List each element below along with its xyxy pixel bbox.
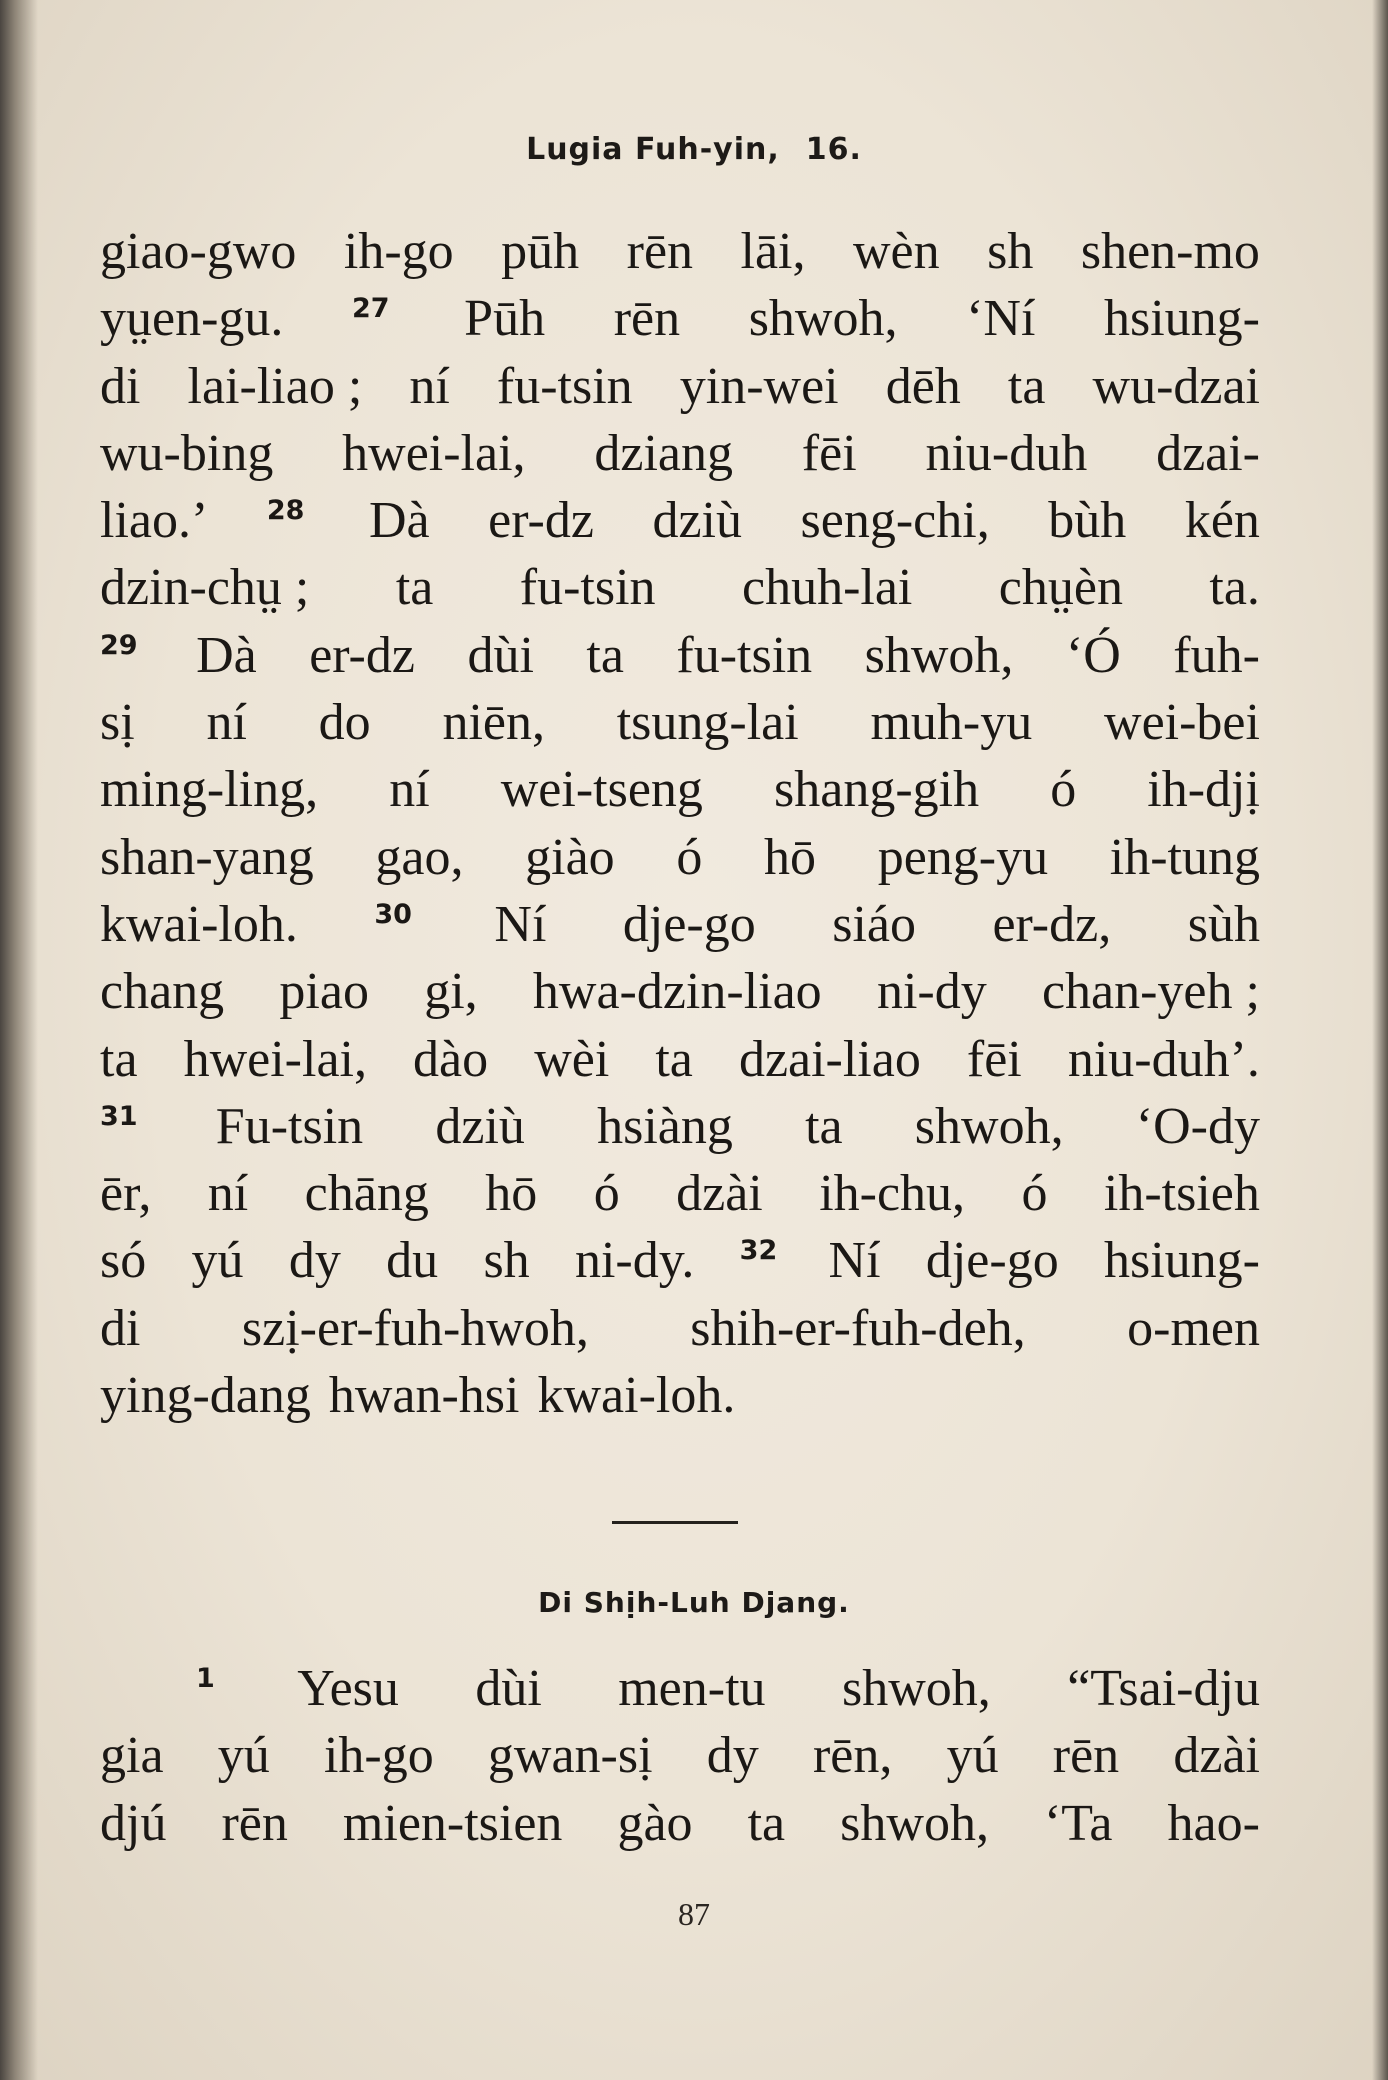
word: dùi	[475, 1660, 542, 1717]
word: dào	[413, 1030, 489, 1088]
word: hwa-dzin-liao	[532, 963, 822, 1021]
word: sùh	[1187, 895, 1260, 953]
text-line	[100, 1655, 1260, 1722]
word: piao	[279, 963, 369, 1021]
word: gao,	[375, 828, 464, 886]
word: men-tu	[618, 1660, 766, 1717]
word: wèn	[852, 223, 940, 280]
word: dje-go	[622, 895, 756, 953]
word: wèi	[534, 1030, 610, 1088]
word: gào	[617, 1794, 693, 1852]
word: peng-yu	[877, 828, 1049, 886]
text-line	[100, 1295, 1260, 1362]
word: yú	[191, 1232, 244, 1290]
text-line	[100, 958, 1260, 1025]
word: ih-chu,	[819, 1165, 966, 1223]
word: kwai-loh.	[537, 1367, 736, 1425]
word: ih-djị	[1147, 761, 1260, 819]
text-line	[100, 1722, 1260, 1789]
text-line	[100, 891, 1260, 958]
text-line	[100, 824, 1260, 891]
word: liao.’	[100, 492, 209, 550]
word: ó	[593, 1165, 620, 1223]
word: ní	[206, 694, 247, 752]
word: Pūh	[464, 290, 546, 348]
verse-number: 31	[100, 1100, 138, 1132]
word: hō	[764, 828, 817, 886]
word: ih-tsieh	[1103, 1165, 1260, 1223]
word: ta	[100, 1030, 138, 1088]
word: hsiung-	[1104, 290, 1260, 348]
word: chuh-lai	[741, 559, 913, 617]
word: ēr,	[100, 1165, 152, 1223]
word: niēn,	[442, 694, 545, 752]
word: dziang	[594, 424, 733, 482]
verse-number: 32	[739, 1235, 778, 1267]
word: kwai-loh.	[100, 895, 298, 953]
word: ih-go	[343, 223, 454, 280]
word: yin-wei	[679, 357, 839, 415]
chapter-heading: Di Shịh-Luh Djang.	[538, 1586, 850, 1619]
text-line	[100, 1362, 1260, 1429]
word: dzai-liao	[738, 1030, 921, 1088]
word: lāi,	[740, 223, 806, 280]
word: chang	[100, 963, 225, 1021]
word: er-dz	[488, 492, 594, 550]
text-line	[100, 1790, 1260, 1857]
word: fēi	[966, 1030, 1022, 1088]
word: ó	[676, 828, 703, 886]
section-divider	[612, 1521, 738, 1524]
text-line	[100, 1160, 1260, 1227]
word: fuh-	[1173, 626, 1260, 684]
word: hwei-lai,	[342, 424, 526, 482]
word: Ní	[494, 895, 547, 953]
word: di	[100, 357, 141, 415]
word: gia	[100, 1727, 164, 1785]
word: yú	[946, 1727, 999, 1785]
word: dzai-	[1156, 424, 1260, 482]
word: sị	[100, 694, 135, 752]
word: ni-dy.	[574, 1232, 695, 1290]
page-number: 87	[678, 1896, 710, 1932]
verse-number: 27	[352, 293, 390, 325]
word: hwan-hsi	[328, 1367, 520, 1425]
word: dēh	[885, 357, 961, 415]
verse-number: 30	[374, 898, 412, 930]
chapter-text	[100, 1655, 1260, 1857]
word: ó	[1050, 761, 1077, 819]
text-line	[100, 1093, 1260, 1160]
word: pūh	[501, 223, 580, 280]
word: muh-yu	[870, 694, 1033, 752]
word: hsiàng	[597, 1097, 733, 1155]
word: hao-	[1167, 1794, 1260, 1852]
word: ta	[586, 626, 624, 684]
page-edge-shadow	[1372, 0, 1388, 2080]
word: gwan-sị	[487, 1727, 653, 1785]
word: fu-tsin	[519, 559, 656, 617]
text-line	[100, 689, 1260, 756]
word: ní	[409, 357, 450, 415]
word: niu-duh	[925, 424, 1088, 482]
word: sh	[987, 223, 1034, 280]
word: shwoh,	[864, 626, 1014, 684]
word: shang-gih	[774, 761, 980, 819]
text-line	[100, 487, 1260, 554]
text-line	[100, 756, 1260, 823]
word: o-men	[1127, 1299, 1260, 1357]
word: hwei-lai,	[183, 1030, 367, 1088]
word: di	[100, 1299, 141, 1357]
word: er-dz,	[992, 895, 1112, 953]
word: dùi	[467, 626, 534, 684]
word: hō	[485, 1165, 538, 1223]
word: Dà	[196, 626, 257, 684]
verse-number: 29	[100, 629, 138, 661]
word: só	[100, 1232, 147, 1290]
word: ih-go	[323, 1727, 434, 1785]
word: ta	[1007, 357, 1046, 415]
word: ‘O-dy	[1135, 1097, 1260, 1155]
word: dzin-chṳ ;	[100, 559, 310, 617]
word: “Tsai-dju	[1067, 1660, 1260, 1717]
word: ta	[395, 559, 434, 617]
word: ó	[1021, 1165, 1048, 1223]
word: ní	[389, 761, 430, 819]
word: ta.	[1209, 559, 1260, 617]
word: seng-chi,	[800, 492, 990, 550]
word: dziù	[435, 1097, 525, 1155]
body-text	[100, 218, 1260, 1429]
word: ih-tung	[1109, 828, 1260, 886]
word: giao-gwo	[100, 223, 297, 280]
verse-number: 28	[266, 495, 305, 527]
word: mien-tsien	[342, 1794, 563, 1852]
word: siáo	[832, 895, 916, 953]
text-line	[100, 554, 1260, 621]
word: dje-go	[925, 1232, 1059, 1290]
word: yú	[217, 1727, 270, 1785]
word: dzài	[676, 1165, 763, 1223]
word: wu-bing	[100, 424, 274, 482]
word: gi,	[424, 963, 478, 1021]
word: hsiung-	[1103, 1232, 1260, 1290]
word: ni-dy	[876, 963, 987, 1021]
word: er-dz	[309, 626, 415, 684]
word: shwoh,	[914, 1097, 1064, 1155]
word: shwoh,	[841, 1660, 991, 1717]
word: Yesu	[297, 1660, 399, 1717]
word: giào	[525, 828, 615, 886]
word: Dà	[368, 492, 430, 550]
running-head-title: Lugia Fuh-yin,	[526, 132, 780, 167]
word: dy	[288, 1232, 341, 1290]
word: kén	[1184, 492, 1260, 550]
word: fu-tsin	[496, 357, 633, 415]
word: rēn	[613, 290, 681, 348]
word: yṳen-gu.	[100, 290, 284, 348]
binding-shadow	[0, 0, 38, 2080]
word: shwoh,	[840, 1794, 989, 1852]
word: rēn,	[812, 1727, 893, 1785]
word: tsung-lai	[616, 694, 799, 752]
text-line	[100, 218, 1260, 285]
text-line	[100, 1227, 1260, 1294]
text-line	[100, 622, 1260, 689]
word: ming-ling,	[100, 761, 319, 819]
word: ta	[805, 1097, 843, 1155]
word: ‘Ta	[1043, 1794, 1113, 1852]
word: shan-yang	[100, 828, 314, 886]
word: shih-er-fuh-deh,	[690, 1299, 1026, 1357]
word: fu-tsin	[676, 626, 813, 684]
word: shen-mo	[1080, 223, 1260, 280]
word: wei-bei	[1104, 694, 1260, 752]
word: wei-tseng	[500, 761, 703, 819]
word: rēn	[1052, 1727, 1120, 1785]
word: rēn	[221, 1794, 288, 1852]
running-head-chapter-number: 16.	[805, 132, 862, 167]
word: dziù	[652, 492, 742, 550]
word: chṳèn	[998, 559, 1123, 617]
running-head	[0, 132, 1388, 167]
verse-number: 1	[196, 1663, 215, 1694]
word: ‘Ní	[966, 290, 1036, 348]
word: djú	[100, 1794, 167, 1852]
word: Ní	[828, 1232, 881, 1290]
word: fēi	[801, 424, 857, 482]
word: ying-dang	[100, 1367, 311, 1425]
word: ta	[747, 1794, 786, 1852]
text-line	[100, 1026, 1260, 1093]
word: chan-yeh ;	[1041, 963, 1260, 1021]
word: ní	[207, 1165, 249, 1223]
word: do	[318, 694, 371, 752]
word: rēn	[626, 223, 694, 280]
word: wu-dzai	[1092, 357, 1260, 415]
text-line	[100, 353, 1260, 420]
word: chāng	[304, 1165, 429, 1223]
word: du	[386, 1232, 439, 1290]
word: Fu-tsin	[215, 1097, 364, 1155]
word: dy	[706, 1727, 759, 1785]
text-line	[100, 285, 1260, 352]
word: niu-duh’.	[1067, 1030, 1260, 1088]
word: bùh	[1048, 492, 1127, 550]
word: ta	[655, 1030, 693, 1088]
word: ‘Ó	[1065, 626, 1121, 684]
word: shwoh,	[748, 290, 898, 348]
word: dzài	[1173, 1727, 1260, 1785]
word: szị-er-fuh-hwoh,	[241, 1299, 589, 1357]
word: sh	[483, 1232, 530, 1290]
word: lai-liao ;	[187, 357, 363, 415]
